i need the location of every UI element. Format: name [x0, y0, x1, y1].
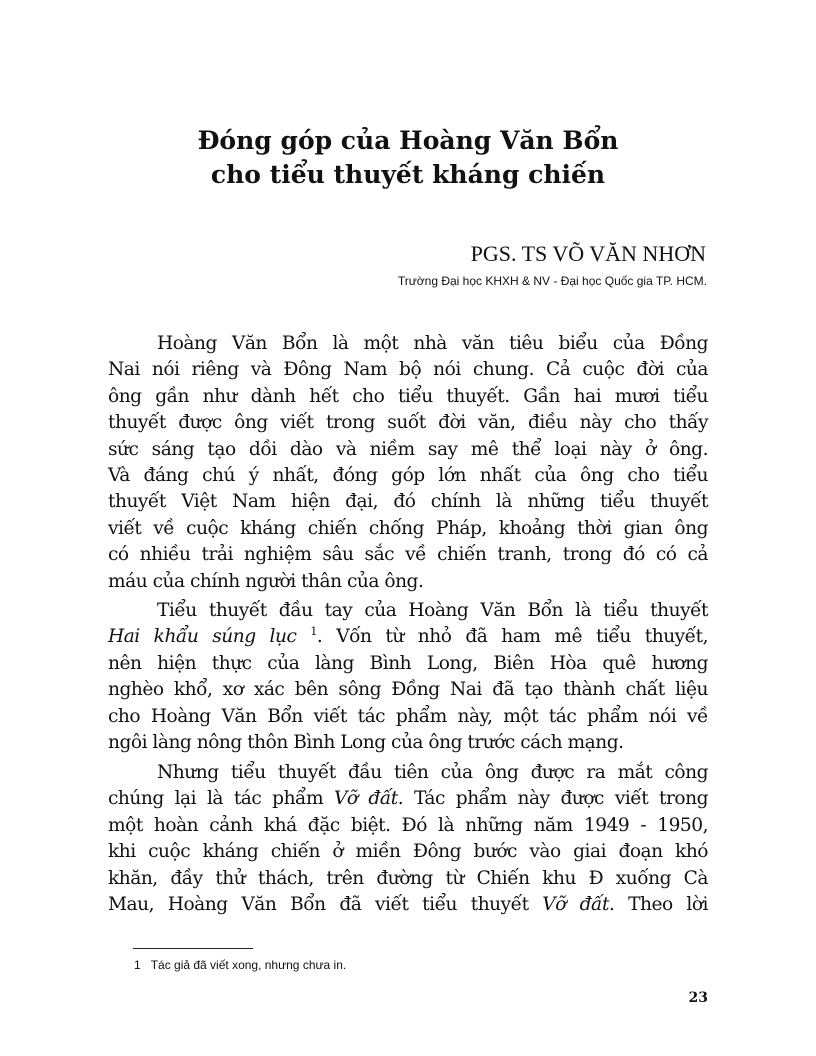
- text-line: [108, 892, 708, 918]
- text-line: thuyết Việt Nam hiện đại, đó chính là những tiểu thuyết: [108, 491, 708, 513]
- text-line: Tiểu thuyết đầu tay của Hoàng Văn Bổn là tiểu thuyết: [157, 600, 708, 621]
- text-span: Mau, Hoàng Văn Bổn đã viết tiểu thuyết: [108, 893, 543, 915]
- text-line: Hoàng Văn Bổn là một nhà văn tiêu biểu của Đồng: [157, 333, 708, 354]
- text-line: ông gần như dành hết cho tiểu thuyết. Gần hai mươi tiểu: [108, 385, 708, 407]
- paragraph-2: [108, 598, 708, 756]
- text-line: thuyết được ông viết trong suốt đời văn, điều này cho thấy: [108, 412, 708, 434]
- text-line: Nhưng tiểu thuyết đầu tiên của ông được ra mắt công: [157, 762, 708, 783]
- text-line: Nai nói riêng và Đông Nam bộ nói chung. Cả cuộc đời của: [108, 359, 708, 381]
- footnote-reference: 1: [310, 625, 317, 639]
- text-span: . Vốn từ nhỏ đã ham mê tiểu thuyết,: [316, 626, 708, 648]
- text-line: nghèo khổ, xơ xác bên sông Đồng Nai đã tạo thành chất liệu: [108, 679, 708, 701]
- book-title-italic: Hai khẩu súng lục: [108, 626, 297, 648]
- text-line: Và đáng chú ý nhất, đóng góp lớn nhất của ông cho tiểu: [108, 464, 708, 486]
- text-line: cho Hoàng Văn Bổn viết tác phẩm này, một tác phẩm nói về: [108, 705, 708, 727]
- text-line: một hoàn cảnh khá đặc biệt. Đó là những năm 1949 - 1950,: [108, 814, 708, 836]
- footnote-number: 1: [134, 958, 141, 972]
- text-line: sức sáng tạo dồi dào và niềm say mê thể loại này ở ông.: [108, 438, 708, 460]
- text-line: viết về cuộc kháng chiến chống Pháp, khoảng thời gian ông: [108, 517, 708, 539]
- chapter-title-line-2: cho tiểu thuyết kháng chiến: [210, 160, 606, 189]
- chapter-title-line-1: Đóng góp của Hoàng Văn Bổn: [197, 126, 619, 155]
- text-line: nên hiện thực của làng Bình Long, Biên Hòa quê hương: [108, 652, 708, 674]
- text-span: . Tác phẩm này được viết trong: [397, 788, 708, 810]
- paragraph-1: [108, 331, 708, 595]
- text-line: [108, 624, 708, 650]
- book-title-italic: Vỡ đất: [542, 893, 609, 915]
- author-affiliation: Trường Đại học KHXH & NV - Đại học Quốc gia TP. HCM.: [397, 274, 707, 288]
- text-span: . Theo lời: [608, 893, 708, 915]
- footnote-divider: [133, 948, 253, 949]
- author-name: PGS. TS VÕ VĂN NHƠN: [470, 241, 706, 266]
- paragraph-3: [108, 760, 708, 918]
- text-line: khăn, đầy thử thách, trên đường từ Chiến khu Đ xuống Cà: [108, 867, 708, 889]
- page-number: 23: [688, 990, 708, 1006]
- text-span: chúng lại là tác phẩm: [108, 788, 334, 810]
- text-line: ngôi làng nông thôn Bình Long của ông trước cách mạng.: [108, 731, 624, 753]
- footnote: [134, 957, 346, 973]
- text-line: [108, 786, 708, 812]
- book-title-italic: Vỡ đất: [333, 788, 398, 810]
- text-line: khi cuộc kháng chiến ở miền Đông bước vào giai đoạn khó: [108, 841, 708, 863]
- footnote-text: Tác giả đã viết xong, nhưng chưa in.: [150, 958, 347, 972]
- text-line: có nhiều trải nghiệm sâu sắc về chiến tranh, trong đó có cả: [108, 544, 708, 566]
- text-line: máu của chính người thân của ông.: [108, 570, 424, 592]
